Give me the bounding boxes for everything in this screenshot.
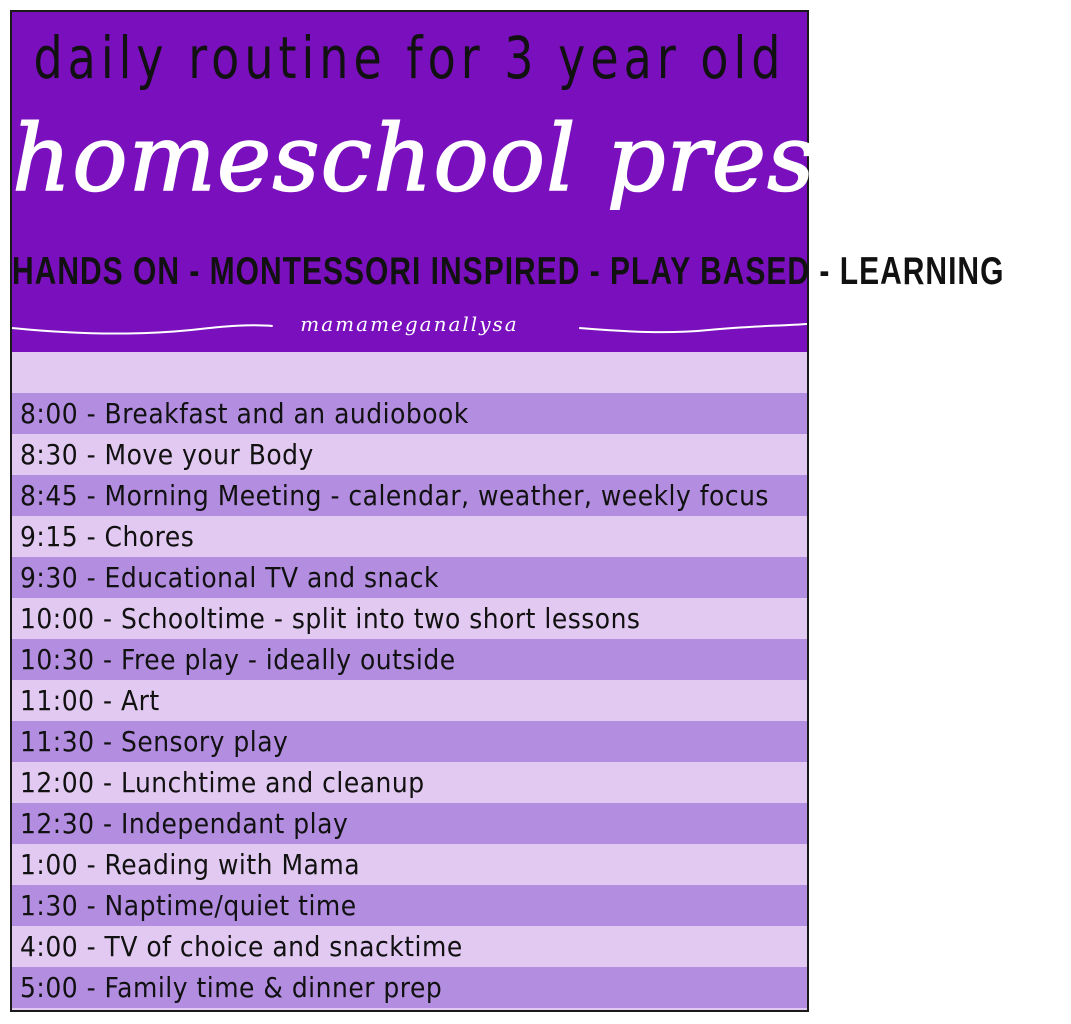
schedule-row (12, 885, 807, 926)
schedule-row (12, 926, 807, 967)
schedule-row (12, 475, 807, 516)
schedule-entry: 1:30 - Naptime/quiet time (20, 889, 357, 922)
schedule-row (12, 844, 807, 885)
schedule-entry: 10:00 - Schooltime - split into two short lessons (20, 602, 641, 635)
schedule-row (12, 434, 807, 475)
schedule-row (12, 721, 807, 762)
schedule-row (12, 762, 807, 803)
poster-subtitle: daily routine for 3 year old (33, 24, 786, 92)
poster-tagline: HANDS ON - MONTESSORI INSPIRED - PLAY BASED - LEARNING (12, 250, 1005, 293)
schedule-entry: 8:00 - Breakfast and an audiobook (20, 397, 469, 430)
schedule-row (12, 803, 807, 844)
schedule-entry: 9:30 - Educational TV and snack (20, 561, 439, 594)
schedule-row (12, 639, 807, 680)
schedule-list (12, 352, 807, 1008)
schedule-row (12, 967, 807, 1008)
schedule-entry: 8:45 - Morning Meeting - calendar, weather, weekly focus (20, 479, 769, 512)
schedule-spacer-row (12, 352, 807, 393)
header-banner (12, 12, 1071, 352)
schedule-entry: 8:30 - Move your Body (20, 438, 314, 471)
schedule-entry: 12:00 - Lunchtime and cleanup (20, 766, 425, 799)
schedule-entry: 12:30 - Independant play (20, 807, 349, 840)
brand-signature: mamameganallysa (300, 312, 519, 336)
poster-frame (10, 10, 1071, 1012)
schedule-entry: 10:30 - Free play - ideally outside (20, 643, 456, 676)
schedule-entry: 4:00 - TV of choice and snacktime (20, 930, 463, 963)
schedule-entry: 5:00 - Family time & dinner prep (20, 971, 443, 1004)
schedule-entry: 11:30 - Sensory play (20, 725, 289, 758)
schedule-row (12, 516, 807, 557)
schedule-row (12, 393, 807, 434)
schedule-row (12, 680, 807, 721)
poster-title: homeschool preschool (12, 105, 1071, 212)
schedule-row (12, 557, 807, 598)
schedule-row (12, 598, 807, 639)
schedule-entry: 1:00 - Reading with Mama (20, 848, 361, 881)
schedule-entry: 11:00 - Art (20, 684, 160, 717)
schedule-entry: 9:15 - Chores (20, 520, 195, 553)
